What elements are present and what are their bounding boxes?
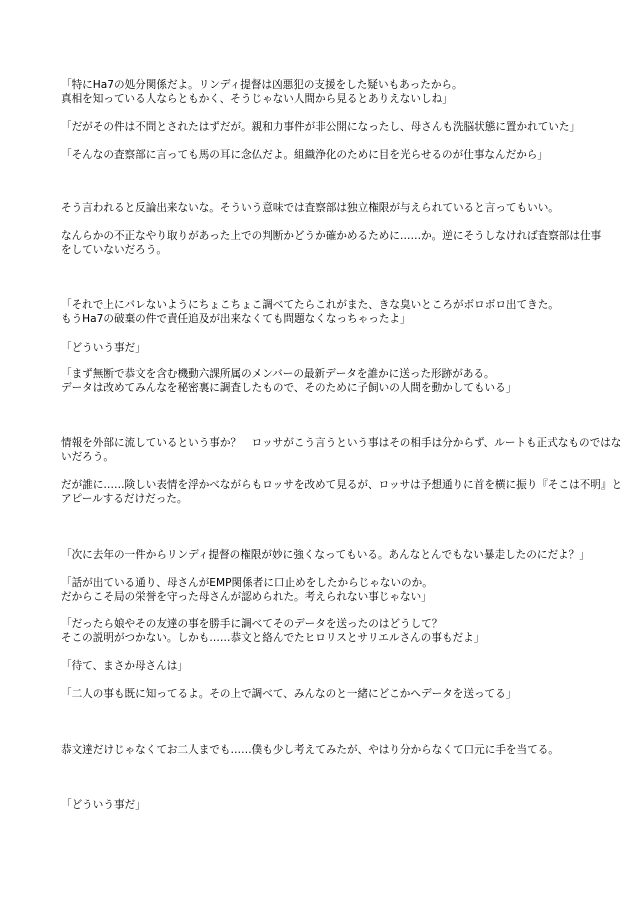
text-line: データは改めてみんなを秘密裏に調査したもので、そのために子飼いの人間を動かしてもいる」 [61,382,517,394]
paragraph-9 [61,436,622,464]
paragraph-15 [61,687,581,701]
text-line: アピールするだけだった。 [61,493,188,505]
text-line: そこの説明がつかない。しかも……恭文と絡んでたヒロリスとサリエルさんの事もだよ」 [61,632,485,644]
paragraph-17 [61,798,581,812]
paragraph-13 [61,617,581,645]
paragraph-6 [61,298,581,326]
text-line: 「特にHa7の処分関係だよ。リンディ提督は凶悪犯の支援をした疑いもあったから。 [61,79,463,91]
text-line: いだろう。 [61,451,114,463]
paragraph-11 [61,548,590,562]
text-line: そう言われると反論出来ないな。そういう意味では査察部は独立権限が与えられていると言ってもいい。 [61,202,559,214]
paragraph-10 [61,478,623,506]
paragraph-5 [61,229,602,257]
text-line: 「どういう事だ」 [61,799,146,811]
text-line: 「だったら娘やその友達の事を勝手に調べてそのデータを送ったのはどうして？ [61,618,443,630]
paragraph-3 [61,148,581,162]
text-line: 「どういう事だ」 [61,342,146,354]
text-line: 「次に去年の一件からリンディ提督の権限が妙に強くなってもいる。あんなとんでもない暴走したのにだよ？」 [61,549,590,561]
paragraph-12 [61,576,581,604]
text-line: 恭文達だけじゃなくてお二人までも……僕も少し考えてみたが、やはり分からなくて口元に手を当てる。 [61,744,559,756]
text-line: なんらかの不正なやり取りがあった上での判断かどうか確かめるために……か。逆にそうしなければ査察部は仕事 [61,230,602,242]
text-line: 「待て、まさか母さんは」 [61,660,188,672]
paragraph-16 [61,743,581,757]
text-line: 「そんなの査察部に言っても馬の耳に念仏だよ。組織浄化のために目を光らせるのが仕事なんだから」 [61,149,548,161]
paragraph-8 [61,367,581,395]
paragraph-7 [61,341,581,355]
text-line: 情報を外部に流しているという事か？ ロッサがこう言うという事はその相手は分からず、ルートも正式なものではな [61,437,622,449]
text-line: 「まず無断で恭文を含む機動六課所属のメンバーの最新データを誰かに送った形跡がある。 [61,368,495,380]
text-line: 「二人の事も既に知ってるよ。その上で調べて、みんなのと一緒にどこかへデータを送ってる」 [61,688,517,700]
paragraph-14 [61,659,581,673]
paragraph-1 [61,78,581,106]
text-line: だからこそ局の栄誉を守った母さんが認められた。考えられない事じゃない」 [61,591,432,603]
text-line: 真相を知っている人ならともかく、そうじゃない人間から見るとありえないしね」 [61,93,453,105]
text-line: 「だがその件は不問とされたはずだが。親和力事件が非公開になったし、母さんも洗脳状態に置かれていた」 [61,121,581,133]
paragraph-4 [61,201,581,215]
paragraph-2 [61,120,581,134]
text-line: をしていないだろう。 [61,244,167,256]
text-line: もうHa7の破棄の件で責任追及が出来なくても問題なくなっちゃったよ」 [61,313,411,325]
text-line: だが誰に……険しい表情を浮かべながらもロッサを改めて見るが、ロッサは予想通りに首を横に振り『そこは不明』と [61,479,623,491]
text-line: 「それで上にバレないようにちょこちょこ調べてたらこれがまた、きな臭いところがボロボロ出てきた。 [61,299,559,311]
text-line: 「話が出ている通り、母さんがEMP関係者に口止めをしたからじゃないのか。 [61,577,433,589]
